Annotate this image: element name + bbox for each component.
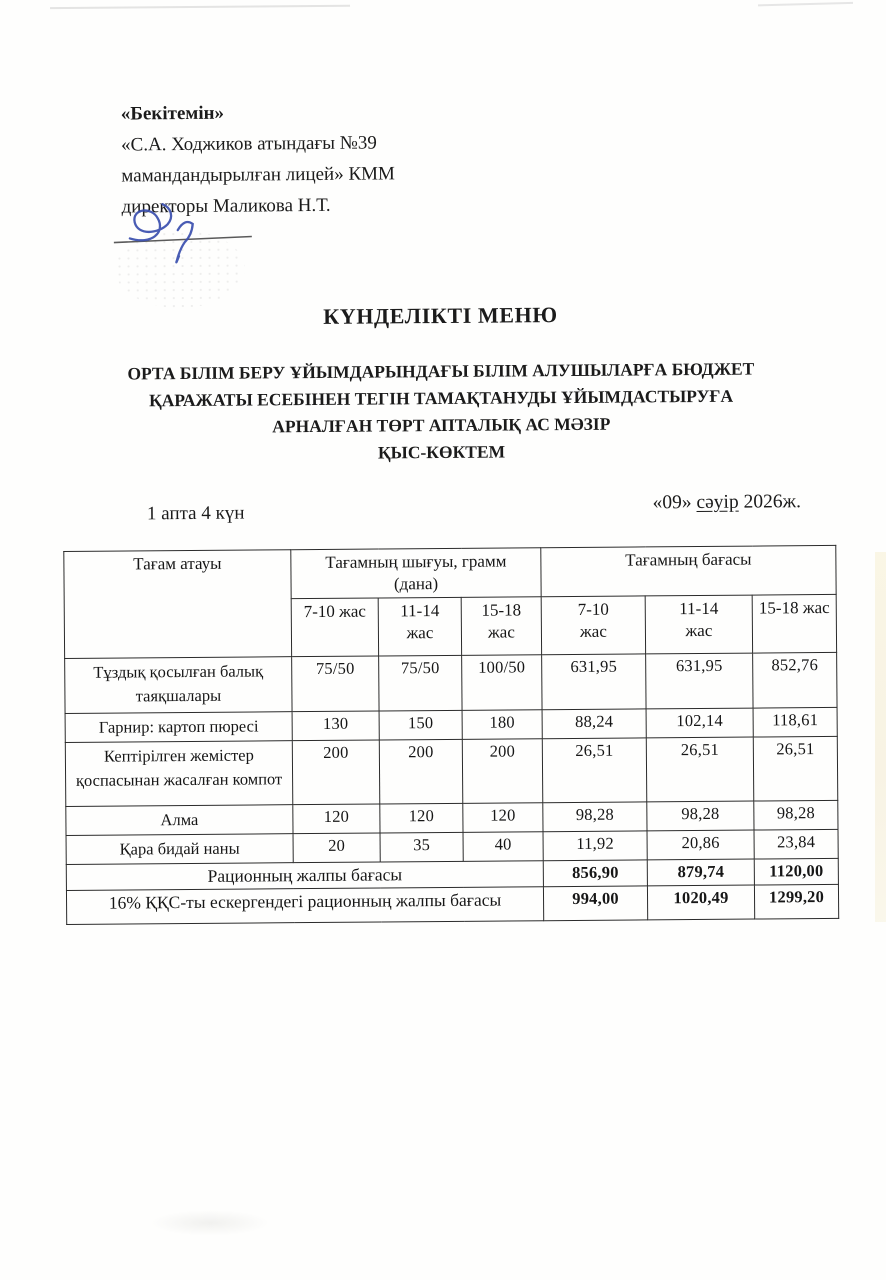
- price-value: 98,28: [647, 801, 754, 831]
- director-name: директоры Маликова Н.Т.: [121, 194, 331, 218]
- col-header-out-age2: 11-14 жас: [378, 597, 461, 656]
- price-value: 26,51: [542, 738, 646, 803]
- price-value: 23,84: [754, 829, 838, 859]
- approval-stamp-word: «Бекітемін»: [120, 102, 225, 125]
- out-value: 120: [293, 804, 380, 834]
- price-value: 631,95: [542, 654, 646, 710]
- col-group-price: Тағамның бағасы: [541, 545, 836, 596]
- menu-table: [63, 545, 839, 925]
- out-value: 200: [379, 739, 463, 804]
- total-price: 1020,49: [647, 885, 754, 920]
- price-value: 88,24: [542, 709, 646, 739]
- col-group-output: Тағамның шығуы, грамм (дана): [291, 548, 541, 599]
- out-value: 120: [380, 803, 463, 833]
- dish-name: Алма: [66, 805, 293, 836]
- total-price: 879,74: [647, 859, 754, 886]
- out-value: 75/50: [292, 656, 379, 712]
- out-value: 200: [462, 739, 543, 804]
- organization-name-line2: мамандандырылған лицей» КММ: [121, 163, 395, 187]
- date-day: «09»: [652, 492, 692, 514]
- price-value: 98,28: [543, 802, 647, 832]
- total-price: 856,90: [543, 860, 647, 887]
- price-value: 20,86: [647, 830, 754, 860]
- out-value: 35: [380, 832, 463, 862]
- out-value: 150: [379, 710, 462, 740]
- organization-name-line1: «С.А. Ходжиков атындағы №39: [121, 132, 377, 156]
- col-header-out-age1: 7-10 жас: [291, 598, 378, 657]
- out-value: 40: [463, 832, 543, 862]
- dish-name: Гарнир: картоп пюресі: [65, 712, 292, 743]
- subtitle-line: ҚАРАЖАТЫ ЕСЕБІНЕН ТЕГІН ТАМАҚТАНУДЫ ҰЙЫМДАСТЫРУҒА: [148, 385, 734, 411]
- price-value: 11,92: [543, 831, 647, 861]
- price-value: 98,28: [754, 800, 838, 830]
- total-row: [66, 884, 838, 924]
- price-value: 26,51: [646, 737, 753, 802]
- out-value: 180: [462, 710, 542, 740]
- out-value: 100/50: [462, 655, 542, 711]
- out-value: 130: [292, 711, 379, 741]
- out-value: 20: [293, 833, 380, 863]
- total-price: 994,00: [543, 886, 647, 921]
- total-price: 1299,20: [754, 884, 838, 919]
- col-header-price-age2: 11-14 жас: [645, 595, 752, 654]
- total-price: 1120,00: [754, 858, 838, 885]
- scan-artifact-line: [758, 2, 853, 6]
- date-label: [653, 491, 802, 514]
- total-label: Рационның жалпы бағасы: [66, 861, 543, 891]
- out-value: 75/50: [379, 655, 462, 711]
- subtitle-line: АРНАЛҒАН ТӨРТ АПТАЛЫҚ АС МӘЗІР: [272, 413, 611, 437]
- scan-artifact-line: [50, 5, 350, 9]
- col-header-dish: Тағам атауы: [64, 550, 292, 659]
- table-row: [65, 736, 837, 806]
- dish-name: Тұздық қосылған балық таяқшалары: [65, 657, 292, 714]
- subtitle-line: ОРТА БІЛІМ БЕРУ ҰЙЫМДАРЫНДАҒЫ БІЛІМ АЛУШЫЛАРҒА БЮДЖЕТ: [127, 358, 755, 384]
- col-header-price-age1: 7-10 жас: [541, 596, 645, 655]
- price-value: 26,51: [753, 736, 838, 801]
- scan-edge-tint: [875, 552, 886, 922]
- dish-name: Кептірілген жемістер қоспасынан жасалған компот: [65, 741, 292, 807]
- price-value: 631,95: [646, 653, 753, 709]
- price-value: 118,61: [753, 707, 837, 737]
- date-year: 2026ж.: [743, 491, 802, 513]
- scan-smudge: [150, 1210, 270, 1236]
- total-label: 16% ҚҚС-ты ескергендегі рационның жалпы бағасы: [66, 887, 543, 925]
- price-value: 852,76: [753, 652, 837, 708]
- out-value: 200: [292, 740, 379, 805]
- page-title: КҮНДЕЛІКТІ МЕНЮ: [323, 302, 558, 329]
- date-month: сәуір: [696, 491, 739, 514]
- week-day-label: 1 апта 4 күн: [146, 502, 245, 525]
- col-header-out-age3: 15-18 жас: [461, 597, 541, 656]
- subtitle-line: ҚЫС-КӨКТЕМ: [377, 441, 506, 463]
- out-value: 120: [463, 803, 543, 833]
- price-value: 102,14: [646, 708, 753, 738]
- dish-name: Қара бидай наны: [66, 834, 293, 865]
- signature: [99, 189, 300, 281]
- table-row: [65, 652, 837, 713]
- signature-ink: [130, 204, 193, 263]
- col-header-price-age3: 15-18 жас: [752, 594, 836, 653]
- page-subtitle: [91, 355, 792, 468]
